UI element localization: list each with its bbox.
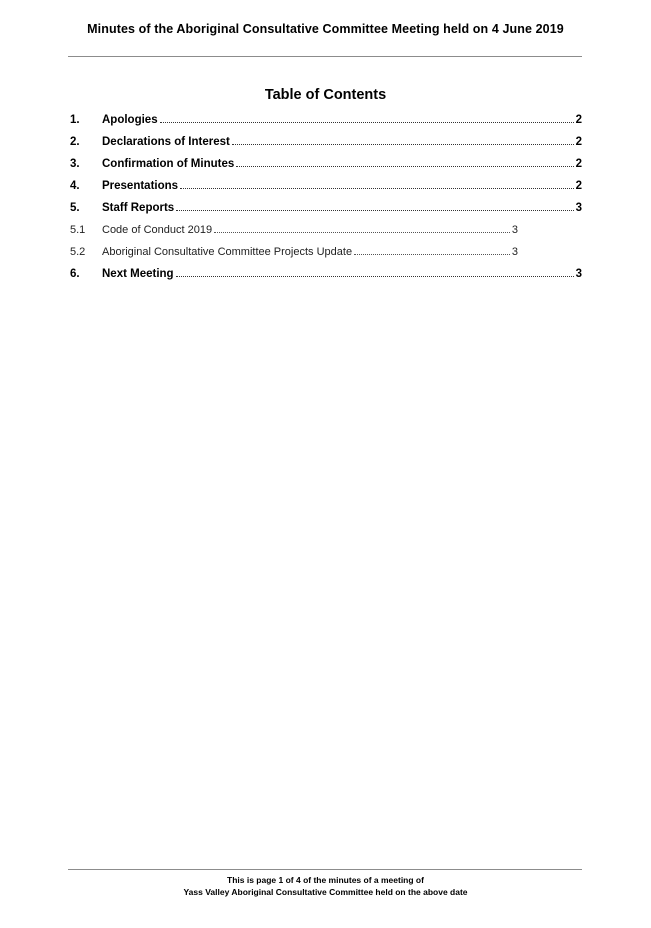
- footer-line-2: Yass Valley Aboriginal Consultative Committee held on the above date: [183, 887, 468, 897]
- toc-entry-number: 3.: [70, 158, 80, 170]
- dot-leader: [214, 232, 510, 233]
- dot-leader: [232, 144, 574, 145]
- toc-entry-presentations[interactable]: [70, 177, 582, 199]
- toc-entry-page: 2: [575, 136, 582, 148]
- table-of-contents: [70, 111, 582, 287]
- toc-entry-page: 3: [575, 268, 582, 280]
- toc-entry-title: Next Meeting: [102, 268, 174, 280]
- page-header-title: Minutes of the Aboriginal Consultative Committee Meeting held on 4 June 2019: [87, 22, 564, 36]
- toc-entry-title: Aboriginal Consultative Committee Projects Update: [102, 246, 353, 258]
- toc-entry-title: Confirmation of Minutes: [102, 158, 235, 170]
- toc-entry-number: 2.: [70, 136, 80, 148]
- footer-divider: [68, 869, 582, 870]
- toc-entry-page: 3: [575, 202, 582, 214]
- footer-line-1: This is page 1 of 4 of the minutes of a meeting of: [227, 875, 424, 885]
- toc-entry-number: 1.: [70, 114, 80, 126]
- toc-entry-page: 2: [575, 114, 582, 126]
- dot-leader: [176, 210, 573, 211]
- toc-entry-title: Staff Reports: [102, 202, 175, 214]
- toc-entry-staff-reports[interactable]: [70, 199, 582, 221]
- toc-entry-page: 2: [575, 158, 582, 170]
- dot-leader: [180, 188, 574, 189]
- page-footer: [0, 874, 651, 898]
- toc-entry-declarations-of-interest[interactable]: [70, 133, 582, 155]
- toc-entry-page: 3: [511, 246, 518, 258]
- toc-entry-confirmation-of-minutes[interactable]: [70, 155, 582, 177]
- toc-heading: Table of Contents: [264, 87, 387, 103]
- toc-entry-page: 2: [575, 180, 582, 192]
- toc-entry-number: 5.: [70, 202, 80, 214]
- toc-entry-apologies[interactable]: [70, 111, 582, 133]
- toc-entry-title: Presentations: [102, 180, 179, 192]
- toc-entry-page: 3: [511, 224, 518, 236]
- header-divider: [68, 56, 582, 57]
- toc-entry-title: Code of Conduct 2019: [102, 224, 213, 236]
- toc-entry-number: 4.: [70, 180, 80, 192]
- toc-entry-code-of-conduct[interactable]: [70, 221, 582, 243]
- toc-entry-next-meeting[interactable]: [70, 265, 582, 287]
- dot-leader: [236, 166, 573, 167]
- toc-entry-number: 5.2: [70, 246, 86, 258]
- dot-leader: [354, 254, 510, 255]
- toc-entry-projects-update[interactable]: [70, 243, 582, 265]
- toc-entry-title: Declarations of Interest: [102, 136, 230, 148]
- dot-leader: [160, 122, 574, 123]
- toc-entry-number: 6.: [70, 268, 80, 280]
- toc-entry-title: Apologies: [102, 114, 158, 126]
- dot-leader: [176, 276, 574, 277]
- toc-entry-number: 5.1: [70, 224, 86, 236]
